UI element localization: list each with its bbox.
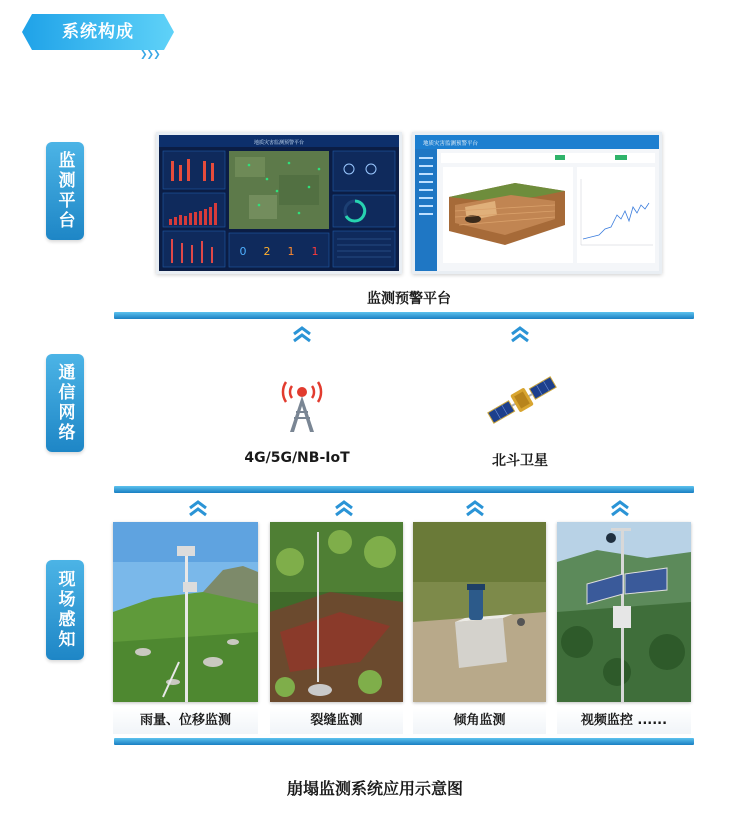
section-title: 系统构成: [62, 22, 134, 42]
divider-bar-sensing: [114, 738, 694, 745]
photo-video: [557, 522, 691, 702]
sensing-label-crack: 裂缝监测: [270, 708, 403, 734]
photo-rain-displacement: [113, 522, 258, 702]
divider-bar-platform: [114, 312, 694, 319]
photo-tilt: [413, 522, 546, 702]
counter-2: 2: [263, 245, 271, 258]
sensing-label-tilt: 倾角监测: [413, 708, 546, 734]
diagram-caption: 崩塌监测系统应用示意图: [286, 779, 463, 798]
platform-title: 地质灾害监测预警平台: [423, 141, 479, 147]
satellite-icon: [486, 372, 558, 428]
platform-light-graphic: [415, 135, 659, 271]
double-chevron-up-icon: [510, 325, 530, 343]
dashboard-screenshot-dark: [156, 132, 402, 274]
divider-bar-network: [114, 486, 694, 493]
platform-caption: 监测预警平台: [367, 291, 451, 307]
double-chevron-up-icon: [188, 499, 208, 517]
double-chevron-up-icon: [610, 499, 630, 517]
counter-3: 1: [287, 245, 295, 258]
sensing-label-video: 视频监控 ......: [557, 708, 691, 734]
counter-4: 1: [311, 245, 319, 258]
layer-label-network: 通信网络: [46, 354, 84, 452]
section-header: [22, 14, 174, 50]
layer-label-sensing: 现场感知: [46, 560, 84, 660]
double-chevron-up-icon: [334, 499, 354, 517]
platform-screenshot-light: [412, 132, 662, 274]
cell-tower-icon: [276, 372, 328, 434]
photo-crack: [270, 522, 403, 702]
sensing-label-rain-displacement: 雨量、位移监测: [113, 708, 258, 734]
double-chevron-up-icon: [292, 325, 312, 343]
counter-1: 0: [239, 245, 247, 258]
dashboard-title: 地质灾害监测预警平台: [253, 140, 305, 146]
dashboard-dark-graphic: [159, 135, 399, 271]
header-arrows-icon: ❯❯❯: [140, 50, 160, 60]
double-chevron-up-icon: [465, 499, 485, 517]
network-label-beidou: 北斗卫星: [492, 453, 548, 469]
layer-label-platform: 监测平台: [46, 142, 84, 240]
network-label-cellular: 4G/5G/NB-IoT: [244, 450, 350, 466]
